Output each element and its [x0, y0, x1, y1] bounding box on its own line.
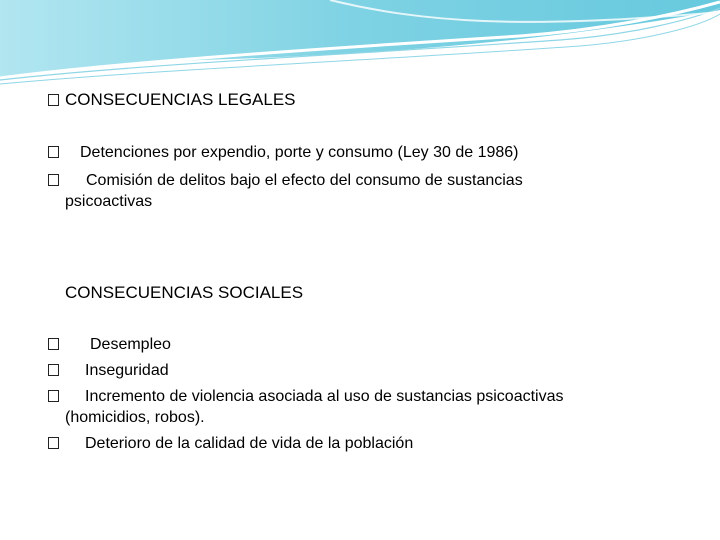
bullet-box-icon [48, 338, 59, 350]
bullet-box-icon [48, 437, 59, 449]
social-item-4: Deterioro de la calidad de vida de la población [85, 435, 414, 452]
social-item-3: Incremento de violencia asociada al uso de sustancias psicoactivas [85, 388, 564, 405]
legal-item-2-continuation: psicoactivas [65, 193, 153, 210]
bullet-box-icon [48, 174, 59, 186]
legal-item-2: Comisión de delitos bajo el efecto del consumo de sustancias [86, 172, 523, 189]
legal-heading: CONSECUENCIAS LEGALES [65, 90, 296, 109]
bullet-box-icon [48, 94, 59, 106]
bullet-box-icon [48, 390, 59, 402]
bullet-box-icon [48, 146, 59, 158]
header-swoosh-decoration [0, 0, 720, 90]
social-item-2: Inseguridad [85, 362, 169, 379]
social-heading: CONSECUENCIAS SOCIALES [65, 283, 304, 302]
bullet-box-icon [48, 364, 59, 376]
social-item-3-continuation: (homicidios, robos). [65, 409, 205, 426]
legal-item-1: Detenciones por expendio, porte y consumo (Ley 30 de 1986) [80, 144, 519, 161]
social-item-1: Desempleo [90, 336, 171, 353]
